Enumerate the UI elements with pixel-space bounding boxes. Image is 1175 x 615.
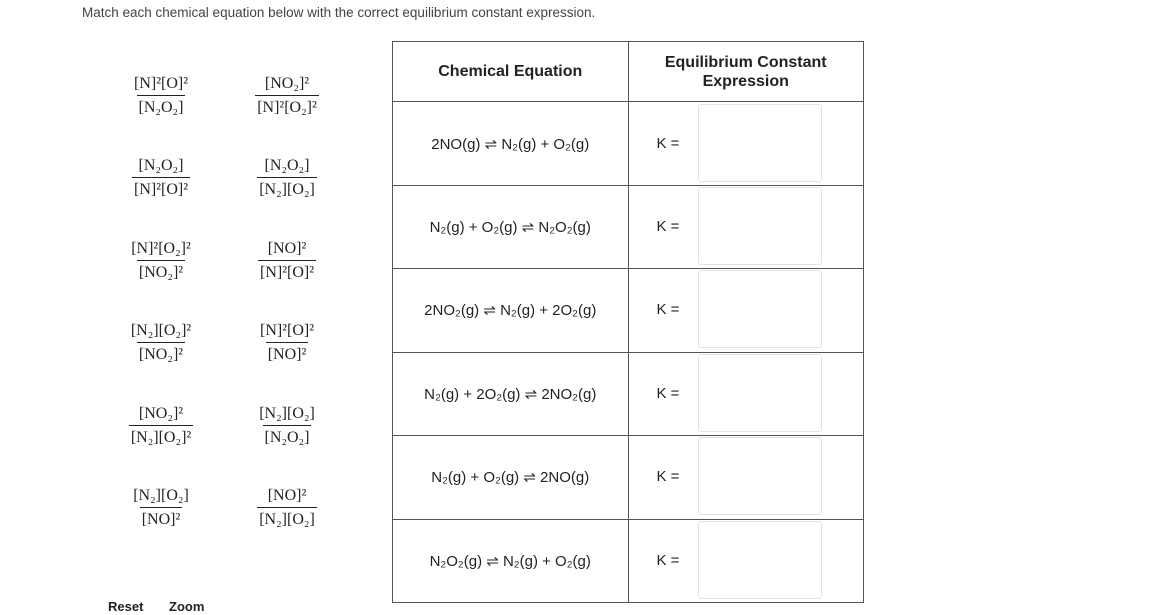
expression-tile[interactable]: $\frac{\text{[N]²[O]²}}{\text{[NO]²}}$ (259, 321, 314, 363)
k-label: K = (656, 384, 680, 402)
table-row (393, 436, 864, 519)
expression-tile[interactable]: $\frac{\text{[NO₂]²}}{\text{[N]²[O₂]²}}$ (257, 74, 317, 116)
reset-button[interactable]: Reset (108, 599, 144, 614)
header-chemical-equation: Chemical Equation (393, 42, 629, 102)
answer-dropzone[interactable] (698, 521, 822, 599)
table-row (393, 102, 864, 185)
k-label: K = (656, 301, 680, 319)
chemical-equation: 2NO₂(g) ⇌ N₂(g) + 2O₂(g) (393, 269, 629, 352)
answer-dropzone[interactable] (698, 354, 822, 432)
k-label: K = (656, 468, 680, 486)
header-equilibrium-constant: Equilibrium Constant Expression (628, 42, 864, 102)
matching-table (392, 41, 864, 603)
answer-dropzone[interactable] (698, 437, 822, 515)
chemical-equation: 2NO(g) ⇌ N₂(g) + O₂(g) (393, 102, 629, 185)
chemical-equation: N₂(g) + O₂(g) ⇌ 2NO(g) (393, 436, 629, 519)
expression-tile[interactable]: $\frac{\text{[NO₂]²}}{\text{[N₂][O₂]²}}$ (130, 404, 192, 446)
chemical-equation: N₂(g) + O₂(g) ⇌ N₂O₂(g) (393, 185, 629, 268)
k-label: K = (656, 217, 680, 235)
expression-tile[interactable]: $\frac{\text{[N₂][O₂]}}{\text{[N₂O₂]}}$ (259, 404, 315, 446)
expression-tile[interactable]: $\frac{\text{[N₂][O₂]}}{\text{[NO]²}}$ (133, 486, 189, 528)
k-label: K = (656, 551, 680, 569)
table-header-row (393, 42, 864, 102)
expression-tile[interactable]: $\frac{\text{[N]²[O₂]²}}{\text{[NO₂]²}}$ (131, 239, 191, 281)
expression-tile[interactable]: $\frac{\text{[N₂O₂]}}{\text{[N]²[O]²}}$ (133, 156, 188, 198)
zoom-button[interactable]: Zoom (169, 599, 205, 614)
table-row (393, 269, 864, 352)
table-row (393, 519, 864, 603)
answer-dropzone[interactable] (698, 104, 822, 182)
chemical-equation: N₂(g) + 2O₂(g) ⇌ 2NO₂(g) (393, 352, 629, 435)
table-row (393, 352, 864, 435)
table-row (393, 185, 864, 268)
expression-tile[interactable]: $\frac{\text{[N]²[O]²}}{\text{[N₂O₂]}}$ (133, 74, 188, 116)
chemical-equation: N₂O₂(g) ⇌ N₂(g) + O₂(g) (393, 519, 629, 603)
expression-tile[interactable]: $\frac{\text{[N₂][O₂]²}}{\text{[NO₂]²}}$ (130, 321, 192, 363)
expression-tile[interactable]: $\frac{\text{[N₂O₂]}}{\text{[N₂][O₂]}}$ (259, 156, 315, 198)
answer-dropzone[interactable] (698, 187, 822, 265)
expression-tile[interactable]: $\frac{\text{[NO]²}}{\text{[N₂][O₂]}}$ (259, 486, 315, 528)
expression-tile[interactable]: $\frac{\text{[NO]²}}{\text{[N]²[O]²}}$ (259, 239, 314, 281)
answer-dropzone[interactable] (698, 270, 822, 348)
instructions: Match each chemical equation below with the correct equilibrium constant expression. (82, 5, 596, 20)
k-label: K = (656, 134, 680, 152)
